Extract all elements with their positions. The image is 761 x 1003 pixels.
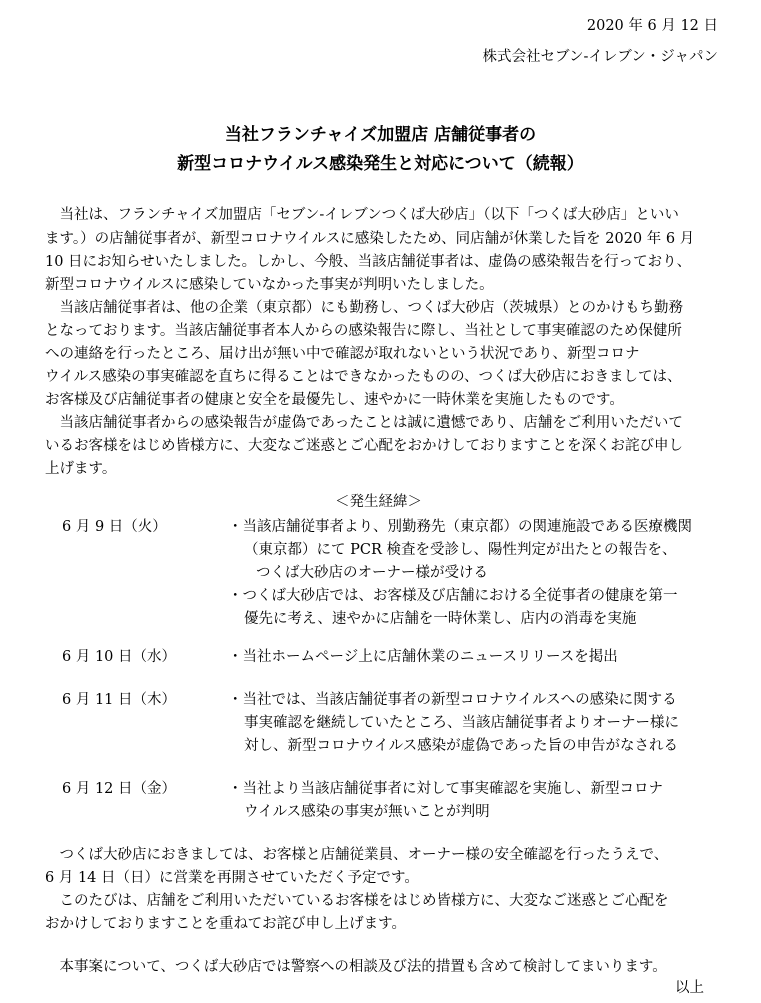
closing-p2-line: このたびは、店舗をご利用いただいているお客様をはじめ皆様方に、大変なご迷惑とご心配を	[45, 893, 669, 909]
timeline-date: 6 月 9 日（火）	[62, 519, 167, 535]
intro-p1-line: 10 日にお知らせいたしました。しかし、今般、当該店舗従事者は、虚偽の感染報告を行っており、	[45, 254, 692, 270]
timeline-item-line: 優先に考え、速やかに店舗を一時休業し、店内の消毒を実施	[244, 611, 637, 627]
timeline-date: 6 月 10 日（水）	[62, 649, 177, 665]
timeline-item-line: つくば大砂店のオーナー様が受ける	[256, 565, 488, 581]
timeline-item-line: ・当社ホームページ上に店舗休業のニュースリリースを掲出	[228, 649, 618, 665]
timeline-item-line: （東京都）にて PCR 検査を受診し、陽性判定が出たとの報告を、	[244, 542, 677, 558]
intro-p2-line: 当該店舗従事者は、他の企業（東京都）にも勤務し、つくば大砂店（茨城県）とのかけもち勤務	[45, 300, 683, 316]
timeline-item-line: ・つくば大砂店では、お客様及び店舗における全従事者の健康を第一	[228, 588, 678, 604]
intro-p3-line: 上げます。	[45, 461, 117, 477]
intro-p2-line: への連絡を行ったところ、届け出が無い中で確認が取れないという状況であり、新型コロナ	[45, 346, 640, 362]
closing-p1-line: 6 月 14 日（日）に営業を再開させていただく予定です。	[45, 870, 419, 886]
closing-p2-line: おかけしておりますことを重ねてお詫び申し上げます。	[45, 916, 406, 932]
timeline-item-line: ・当社では、当該店舗従事者の新型コロナウイルスへの感染に関する	[228, 692, 677, 708]
timeline-heading: ＜発生経緯＞	[335, 494, 422, 510]
document-title-line-1: 当社フランチャイズ加盟店 店舗従事者の	[224, 125, 537, 145]
company-name: 株式会社セブン‐イレブン・ジャパン	[482, 49, 718, 65]
closing-p1-line: つくば大砂店におきましては、お客様と店舗従業員、オーナー様の安全確認を行ったうえで、	[45, 847, 669, 863]
intro-p3-line: 当該店舗従事者からの感染報告が虚偽であったことは誠に遺憾であり、店舗をご利用いただいて	[45, 415, 683, 431]
intro-p1-line: 新型コロナウイルスに感染していなかった事実が判明いたしました。	[45, 277, 494, 293]
timeline-item-line: ・当該店舗従事者より、別勤務先（東京都）の関連施設である医療機関	[228, 519, 692, 535]
timeline-item-line: 対し、新型コロナウイルス感染が虚偽であった旨の申告がなされる	[244, 738, 678, 754]
timeline-item-line: 事実確認を継続していたところ、当該店舗従事者よりオーナー様に	[244, 715, 679, 731]
intro-p2-line: ウイルス感染の事実確認を直ちに得ることはできなかったものの、つくば大砂店におきましては、	[45, 369, 682, 385]
closing-end-mark: 以上	[675, 980, 704, 996]
intro-p3-line: いるお客様をはじめ皆様方に、大変なご迷惑とご心配をおかけしておりますことを深くお詫び申し	[45, 438, 683, 454]
intro-p1-line: 当社は、フランチャイズ加盟店「セブン‐イレブンつくば大砂店」（以下「つくば大砂店」といい	[45, 207, 679, 223]
timeline-date: 6 月 11 日（木）	[62, 692, 177, 708]
intro-p1-line: ます。）の店舗従事者が、新型コロナウイルスに感染したため、同店舗が休業した旨を 2020 年 6 月	[45, 231, 695, 247]
document-title-line-2: 新型コロナウイルス感染発生と対応について（続報）	[177, 154, 584, 174]
closing-p3-line: 本事案について、つくば大砂店では警察への相談及び法的措置も含めて検討してまいります。	[45, 959, 667, 975]
timeline-item-line: ・当社より当該店舗従事者に対して事実確認を実施し、新型コロナ	[228, 781, 663, 797]
intro-p2-line: お客様及び店舗従事者の健康と安全を最優先し、速やかに一時休業を実施したものです。	[45, 392, 624, 408]
timeline-item-line: ウイルス感染の事実が無いことが判明	[244, 804, 490, 820]
intro-p2-line: となっております。当該店舗従事者本人からの感染報告に際し、当社として事実確認のため保健所	[45, 323, 682, 339]
document-date: 2020 年 6 月 12 日	[586, 18, 718, 34]
timeline-date: 6 月 12 日（金）	[62, 781, 177, 797]
